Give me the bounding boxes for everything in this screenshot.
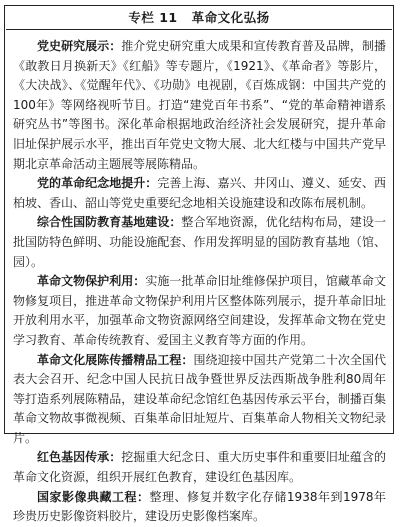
- box-number: 专栏 11: [128, 10, 178, 25]
- feature-box: [4, 5, 394, 524]
- paragraph-film-archive: [13, 488, 386, 527]
- paragraph-heading: 革命文物保护利用：: [37, 274, 146, 289]
- box-content: [13, 37, 386, 527]
- paragraph-heading: 综合性国防教育基地建设：: [37, 215, 182, 230]
- paragraph-text: 围绕迎接中国共产党第二十次全国代表大会召开、纪念中国人民抗日战争暨世界反法西斯战争胜利80周年等打造系列展陈精品，建设革命纪念馆红色基因传承云平台，制播百集革命文物故事微视频、百集革命旧址短片、百集革命人物相关文物纪录片。: [13, 352, 386, 445]
- paragraph-text: 整理、修复并数字化存储1938年到1978年珍贵历史影像资料胶片，建设历史影像档案库。: [13, 489, 386, 524]
- paragraph-memorial-sites: [13, 174, 386, 213]
- paragraph-party-history: [13, 37, 386, 174]
- paragraph-heading: 国家影像典藏工程：: [37, 489, 150, 504]
- paragraph-text: 整合军地资源，优化结构布局，建设一批国防特色鲜明、功能设施配套、作用发挥明显的国防教育基地（馆、园）。: [13, 215, 386, 269]
- paragraph-relic-protection: [13, 272, 386, 350]
- paragraph-heading: 党的革命纪念地提升：: [37, 176, 158, 191]
- paragraph-exhibition: [13, 351, 386, 449]
- paragraph-heading: 红色基因传承：: [37, 450, 122, 465]
- paragraph-heading: 革命文化展陈传播精品工程：: [37, 352, 194, 367]
- paragraph-text: 完善上海、嘉兴、井冈山、遵义、延安、西柏坡、香山、韶山等党史重要纪念地相关设施建设和改陈布展机制。: [13, 176, 386, 210]
- paragraph-heading: 党史研究展示：: [37, 39, 122, 53]
- paragraph-text: 实施一批革命旧址维修保护项目，馆藏革命文物修复项目，推进革命文物保护利用片区整体陈列展示，提升革命旧址开放利用水平，加强革命文物资源网络空间建设，发挥革命文物在党史学习教育、革命传统教育、爱国主义教育等方面的作用。: [13, 274, 386, 347]
- paragraph-red-gene: [13, 448, 386, 487]
- box-title-text: 革命文化弘扬: [191, 10, 270, 25]
- paragraph-defense-education: [13, 213, 386, 272]
- paragraph-text: 推介党史研究重大成果和宣传教育普及品牌，制播《敢教日月换新天》《红船》等专题片，《1921》、《革命者》等影片，《大决战》、《觉醒年代》、《功勋》电视剧，《百炼成钢：中国共产党的100年》等网络视听节目。打造“建党百年书系”、“党的革命精神谱系研究丛书”等图书。深化革命根据地政治经济社会发展研究，提升革命旧址保护展示水平，推出百年党史文物大展、北大红楼与中国共产党早期北京革命活动主题展等展陈精品。: [13, 39, 386, 171]
- box-title: [6, 7, 392, 30]
- paragraph-text: 挖掘重大纪念日、重大历史事件和重要旧址蕴含的革命文化资源，组织开展红色教育，建设红色基因库。: [13, 450, 386, 485]
